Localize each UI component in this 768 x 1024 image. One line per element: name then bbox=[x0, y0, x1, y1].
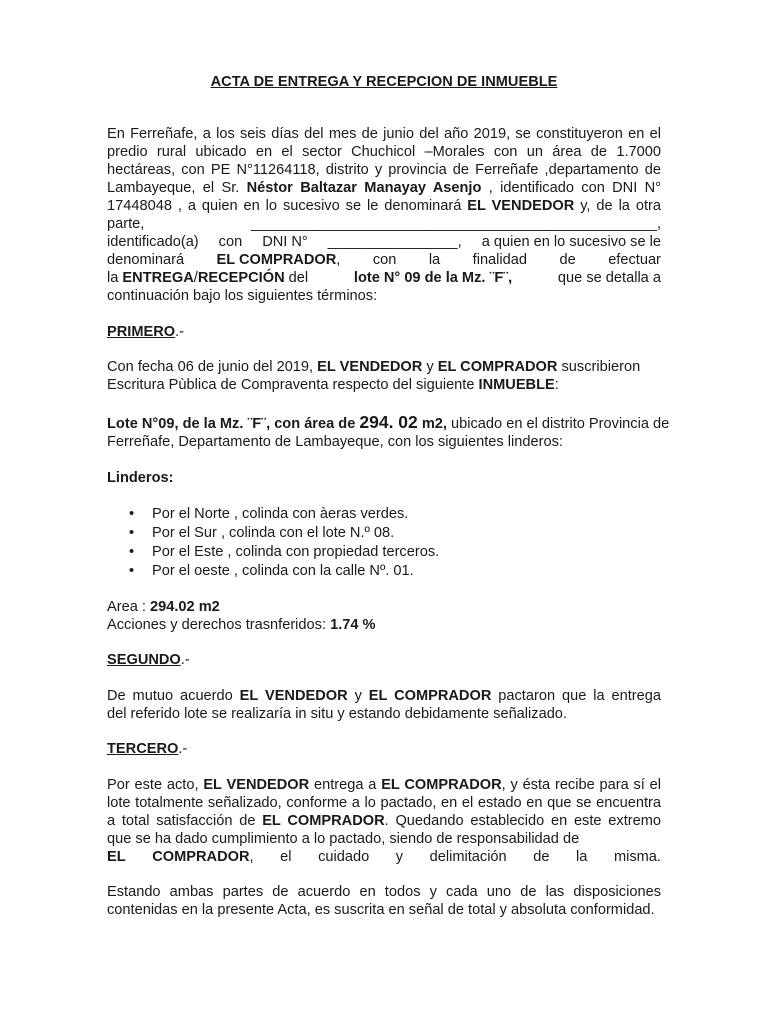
buyer-dni-blank: ________________, bbox=[327, 234, 462, 250]
intro-text: y, de la otra bbox=[574, 198, 661, 214]
linderos-heading bbox=[107, 469, 661, 487]
tercero-word: y bbox=[395, 849, 404, 865]
segundo-line: del referido lote se realizaría in situ y estando debidamente señalizado. bbox=[107, 706, 567, 722]
section-heading: TERCERO bbox=[107, 741, 179, 757]
segundo-text: pactaron que la entrega bbox=[491, 688, 661, 704]
intro-text: a quien en lo sucesivo se le bbox=[481, 234, 661, 250]
intro-text: , identificado con DNI N° bbox=[481, 180, 661, 196]
bullet-icon: • bbox=[129, 544, 135, 560]
lote-area: 294. 02 bbox=[359, 412, 418, 432]
seller-role: EL VENDEDOR bbox=[467, 198, 575, 214]
lote-description: Lote N°09, de la Mz. ¨F¨, con área de bbox=[107, 416, 360, 432]
intro-text: la bbox=[107, 270, 123, 286]
intro-line bbox=[107, 215, 661, 233]
seller-role: EL VENDEDOR bbox=[203, 777, 310, 793]
recepcion-label: RECEPCIÓN bbox=[197, 270, 285, 286]
tercero-text: entrega a bbox=[309, 777, 382, 793]
intro-text: 17448048 , a quien en lo sucesivo se le denominará bbox=[107, 198, 468, 214]
area-label: Area : bbox=[107, 599, 150, 615]
list-item bbox=[107, 505, 661, 524]
tercero-text: , y ésta recibe para sí el lote totalmente señalizado, conforme a lo pactado, en el estado en que se encuentra a total satisfacción de bbox=[107, 777, 661, 829]
area-summary bbox=[107, 598, 661, 634]
list-item bbox=[107, 524, 661, 543]
intro-line bbox=[107, 251, 661, 269]
section-segundo-heading bbox=[107, 651, 661, 669]
tercero-text: , bbox=[249, 849, 254, 865]
segundo-text: y bbox=[347, 688, 369, 704]
tercero-word: delimitación bbox=[429, 849, 507, 865]
intro-text: parte, bbox=[107, 216, 145, 232]
tercero-text: Por este acto, bbox=[107, 777, 204, 793]
primero-text: y bbox=[422, 359, 438, 375]
bullet-icon: • bbox=[129, 525, 135, 541]
lote-reference: lote N° 09 de la Mz. ¨F¨, bbox=[353, 270, 513, 286]
acciones-label: Acciones y derechos trasnferidos: bbox=[107, 617, 331, 633]
seller-role: EL VENDEDOR bbox=[239, 688, 348, 704]
bullet-icon: • bbox=[129, 506, 135, 522]
list-item bbox=[107, 562, 661, 581]
heading-suffix: .- bbox=[178, 741, 188, 757]
section-heading: SEGUNDO bbox=[107, 652, 181, 668]
primero-text: Con fecha 06 de junio del 2019, bbox=[107, 359, 318, 375]
intro-line bbox=[107, 269, 661, 287]
area-value: 294.02 m2 bbox=[150, 599, 220, 615]
intro-text: , bbox=[336, 252, 341, 268]
tercero-text: . Quedando establecido en este extremo que se ha dado cumplimiento a lo pactado, siendo de responsabilidad de bbox=[107, 813, 661, 847]
area-line bbox=[107, 598, 661, 616]
section-primero-heading bbox=[107, 323, 661, 341]
list-item bbox=[107, 543, 661, 562]
intro-text: Lambayeque, el Sr. bbox=[107, 180, 247, 196]
linderos-list-wrapper bbox=[107, 505, 661, 581]
buyer-role: EL COMPRADOR bbox=[437, 359, 558, 375]
tercero-body bbox=[107, 776, 661, 848]
intro-line: predio rural ubicado en el sector Chuchicol –Morales con un área de 1.7000 bbox=[107, 144, 661, 160]
buyer-role: EL COMPRADOR bbox=[262, 813, 385, 829]
buyer-name-blank: __________________________________________________, bbox=[251, 216, 661, 232]
lote-line bbox=[107, 412, 670, 433]
intro-text: del bbox=[284, 270, 309, 286]
tercero-word: de bbox=[533, 849, 550, 865]
intro-text: con bbox=[372, 252, 397, 268]
tercero-word: el bbox=[280, 849, 292, 865]
lindero-text: Por el oeste , colinda con la calle Nº. 01. bbox=[152, 563, 414, 579]
intro-text: denominará bbox=[107, 252, 185, 268]
entrega-label: ENTREGA bbox=[122, 270, 194, 286]
intro-text: que se detalla a bbox=[557, 270, 661, 286]
buyer-role: EL COMPRADOR bbox=[216, 252, 337, 268]
lote-paragraph bbox=[107, 412, 670, 451]
buyer-role: EL COMPRADOR bbox=[368, 688, 492, 704]
intro-line bbox=[107, 233, 661, 251]
segundo-line bbox=[107, 687, 661, 705]
tercero-word: la bbox=[576, 849, 588, 865]
intro-text: DNI N° bbox=[262, 234, 308, 250]
lote-line: Ferreñafe, Departamento de Lambayeque, con los siguientes linderos: bbox=[107, 434, 563, 450]
intro-text: efectuar bbox=[608, 252, 661, 268]
lote-text: ubicado en el distrito Provincia de bbox=[446, 416, 670, 432]
tercero-word: cuidado bbox=[318, 849, 370, 865]
primero-text: : bbox=[554, 377, 559, 393]
heading-suffix: .- bbox=[180, 652, 190, 668]
inmueble-label: INMUEBLE bbox=[478, 377, 555, 393]
segundo-text: De mutuo acuerdo bbox=[107, 688, 240, 704]
acciones-value: 1.74 % bbox=[330, 617, 376, 633]
seller-role: EL VENDEDOR bbox=[317, 359, 423, 375]
linderos-list bbox=[107, 505, 661, 581]
lindero-text: Por el Norte , colinda con àeras verdes. bbox=[152, 506, 409, 522]
intro-text: / bbox=[193, 270, 198, 286]
primero-paragraph bbox=[107, 358, 661, 394]
section-tercero-heading bbox=[107, 740, 661, 758]
buyer-role: EL COMPRADOR bbox=[381, 777, 502, 793]
lindero-text: Por el Sur , colinda con el lote N.º 08. bbox=[152, 525, 395, 541]
intro-line: continuación bajo los siguientes términos: bbox=[107, 288, 378, 304]
linderos-title: Linderos: bbox=[107, 470, 174, 486]
intro-text: finalidad bbox=[472, 252, 528, 268]
intro-text: la bbox=[428, 252, 441, 268]
intro-line: En Ferreñafe, a los seis días del mes de junio del año 2019, se constituyeron en el bbox=[107, 126, 661, 142]
bullet-icon: • bbox=[129, 563, 135, 579]
intro-text: de bbox=[559, 252, 576, 268]
section-heading: PRIMERO bbox=[107, 324, 176, 340]
closing-paragraph: Estando ambas partes de acuerdo en todos y cada uno de las disposiciones contenidas en la presente Acta, es suscrita en señal de total y absoluta conformidad. bbox=[107, 884, 661, 918]
buyer-role-comprador: COMPRADOR bbox=[152, 849, 250, 865]
lote-unit: m2, bbox=[417, 416, 447, 432]
document-title: ACTA DE ENTREGA Y RECEPCION DE INMUEBLE bbox=[210, 74, 558, 90]
primero-text: Escritura Pùblica de Compraventa respecto del siguiente bbox=[107, 377, 479, 393]
primero-line bbox=[107, 358, 661, 376]
tercero-word: misma. bbox=[613, 849, 661, 865]
tercero-last-line bbox=[107, 848, 661, 866]
tercero-paragraph bbox=[107, 776, 661, 866]
intro-text: identificado(a) bbox=[107, 234, 199, 250]
primero-text: suscribieron bbox=[557, 359, 641, 375]
segundo-paragraph bbox=[107, 687, 661, 723]
intro-paragraph bbox=[107, 125, 661, 305]
primero-line bbox=[107, 376, 661, 394]
heading-suffix: .- bbox=[175, 324, 185, 340]
intro-text: con bbox=[218, 234, 243, 250]
acciones-line bbox=[107, 616, 661, 634]
seller-name: Néstor Baltazar Manayay Asenjo bbox=[246, 180, 482, 196]
intro-line bbox=[107, 179, 661, 197]
intro-line bbox=[107, 197, 661, 215]
buyer-role-el: EL bbox=[107, 849, 126, 865]
lindero-text: Por el Este , colinda con propiedad terceros. bbox=[152, 544, 440, 560]
intro-line: hectáreas, con PE N°11264118, distrito y provincia de Ferreñafe ,departamento de bbox=[107, 162, 661, 178]
